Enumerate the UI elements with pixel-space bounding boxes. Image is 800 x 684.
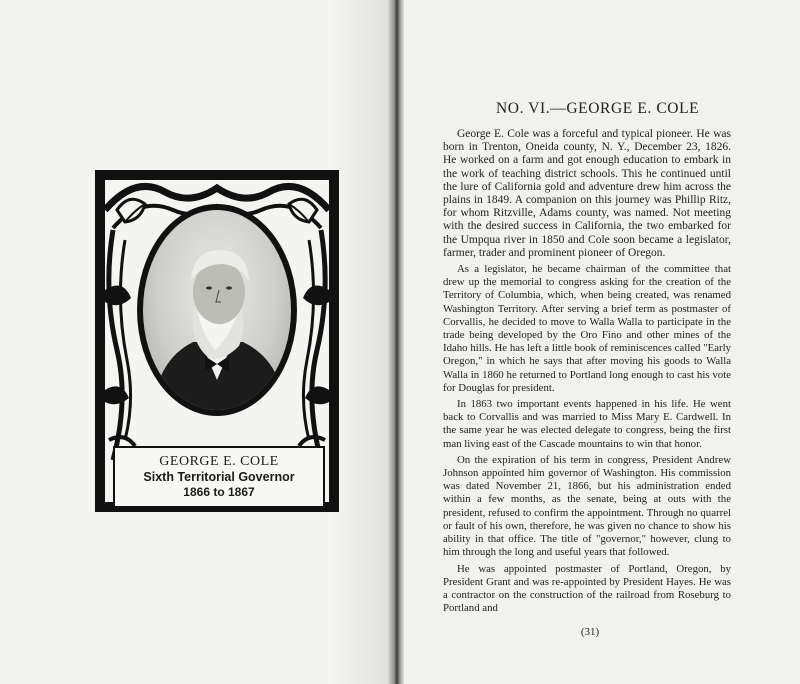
caption-name: GEORGE E. COLE [159, 454, 279, 469]
caption-years: 1866 to 1867 [183, 485, 255, 499]
portrait-photo [143, 210, 291, 410]
book-gutter [388, 0, 404, 684]
page-number: (31) [580, 626, 600, 638]
portrait-figure [143, 210, 291, 410]
paragraph: George E. Cole was a forceful and typical pioneer. He was born in Trenton, Oneida county, N. Y., December 23, 1826. He worked on a farm and got enough education to embark in the work of teaching district schools. This he continued until the lure of California gold and adventure drew him across the plains in 1849. A companion on this journey was Phillip Ritz, for whom Ritzville, Adams county, was named. Not meeting with the desired success in California, the two embarked for the Umpqua river in 1850 and Cole soon became a legislator, farmer, trader and prominent pioneer of Oregon. [443, 128, 731, 259]
chapter-heading: NO. VI.—GEORGE E. COLE [496, 100, 700, 117]
article-body [443, 128, 731, 618]
plate-caption [113, 446, 325, 508]
left-page [0, 0, 388, 684]
caption-title: Sixth Territorial Governor [143, 470, 295, 484]
paragraph: In 1863 two important events happened in his life. He went back to Corvallis and was married to Miss Mary E. Cardwell. In the same year he was elected delegate to congress, being the first man living east of the Cascade mountains to win that honor. [443, 398, 731, 450]
paragraph: He was appointed postmaster of Portland, Oregon, by President Grant and was re-appointed by President Hayes. He was a contractor on the construction of the railroad from Roseburg to Portland and [443, 562, 731, 615]
lily-ornament-right [289, 199, 317, 222]
portrait-plate [95, 170, 339, 512]
paragraph: On the expiration of his term in congress, President Andrew Johnson appointed him governor of Washington. His commission was dated November 21, 1866, but his administration ended within a few months, as the senate, being at outs with the president, refused to confirm the appointment. Through no quarrel or fault of his own, therefore, he was given no chance to show his ability in that office. The title of "governor," however, clung to him through the long and useful years that followed. [443, 453, 731, 559]
lily-ornament-left [117, 199, 145, 222]
paragraph: As a legislator, he became chairman of the committee that drew up the memorial to congress asking for the creation of the Territory of Columbia, which, when being created, was renamed Washington Territory. After serving a brief term as postmaster of Corvallis, he decided to move to Walla Walla to participate in the trade being developed by the Oro Fino and other mines of the Idaho hills. He has left a little book of reminiscences called "Early Oregon," in which he says that after moving his goods to Walla Walla in 1860 he returned to Portland long enough to cast his vote for Douglas for president. [443, 263, 731, 394]
